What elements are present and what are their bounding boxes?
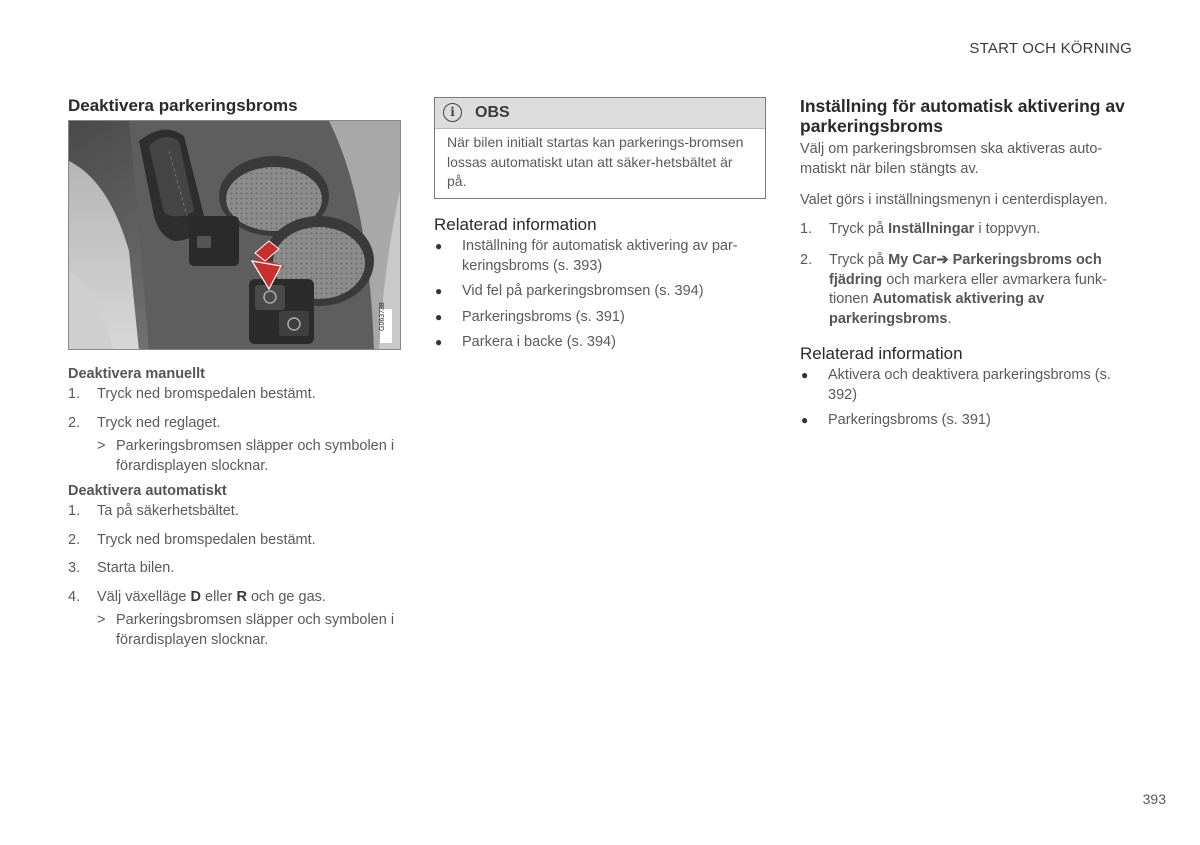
related-link[interactable]: ● Aktivera och deaktivera parkeringsbroms (s. 392) xyxy=(801,367,1111,403)
manual-step: 1. Tryck ned bromspedalen bestämt. xyxy=(68,386,316,402)
manual-subtitle: Deaktivera manuellt xyxy=(68,366,206,382)
related-info-middle xyxy=(434,215,759,353)
section-header: START OCH KÖRNING xyxy=(969,40,1132,57)
setting-step: 1. Tryck på Inställningar i toppvyn. xyxy=(800,220,1041,237)
page-title: Deaktivera parkeringsbroms xyxy=(68,96,298,115)
parking-brake-photo xyxy=(68,120,401,350)
info-icon: i xyxy=(443,103,462,122)
auto-step: 1. Ta på säkerhetsbältet. xyxy=(68,503,239,519)
related-title: Relaterad information xyxy=(800,344,963,363)
manual-step: 2. Tryck ned reglaget. xyxy=(68,414,221,431)
obs-header xyxy=(435,98,765,129)
related-link[interactable]: ● Parkera i backe (s. 394) xyxy=(435,334,616,350)
related-title: Relaterad information xyxy=(434,215,597,234)
related-link[interactable]: ● Parkeringsbroms (s. 391) xyxy=(801,412,991,428)
arrow-right-icon: ➔ xyxy=(936,252,949,268)
settings-text: Valet görs i inställningsmenyn i centerdisplayen. xyxy=(800,192,1108,208)
obs-note-box xyxy=(434,97,766,199)
related-link[interactable]: ● Parkeringsbroms (s. 391) xyxy=(435,308,625,325)
auto-subtitle: Deaktivera automatiskt xyxy=(68,483,227,499)
related-link[interactable]: ● Inställning för automatisk aktivering av par-keringsbroms (s. 393) xyxy=(435,238,738,274)
section-title: Inställning för automatisk aktivering av parkeringsbroms xyxy=(800,96,1125,136)
related-info-right xyxy=(800,344,1125,431)
page-number: 393 xyxy=(1142,791,1166,807)
image-code: G063738 xyxy=(379,302,386,331)
auto-section xyxy=(68,482,403,650)
manual-section xyxy=(68,365,403,476)
parking-brake-illustration xyxy=(69,121,401,350)
auto-activation-section xyxy=(800,96,1130,329)
auto-result: > Parkeringsbromsen släpper och symbolen i förardisplayen slocknar. xyxy=(97,612,395,648)
obs-title: OBS xyxy=(475,104,510,121)
auto-step: 3. Starta bilen. xyxy=(68,560,175,576)
intro-text: Välj om parkeringsbromsen ska aktiveras auto-matiskt när bilen stängts av. xyxy=(800,141,1103,177)
obs-text: När bilen initialt startas kan parkerings-bromsen lossas automatiskt utan att säker-hetsbältet är på. xyxy=(447,134,744,189)
auto-step: 2. Tryck ned bromspedalen bestämt. xyxy=(68,531,316,548)
manual-result: > Parkeringsbromsen släpper och symbolen i förardisplayen slocknar. xyxy=(97,438,395,474)
related-link[interactable]: ● Vid fel på parkeringsbromsen (s. 394) xyxy=(435,283,704,299)
setting-step: 2. Tryck på My Car➔ Parkeringsbroms och fjädring och markera eller avmarkera funk-tionen Automatisk aktivering av parkeringsbroms. xyxy=(800,252,1107,327)
auto-step: 4. Välj växelläge D eller R och ge gas. xyxy=(68,588,326,605)
